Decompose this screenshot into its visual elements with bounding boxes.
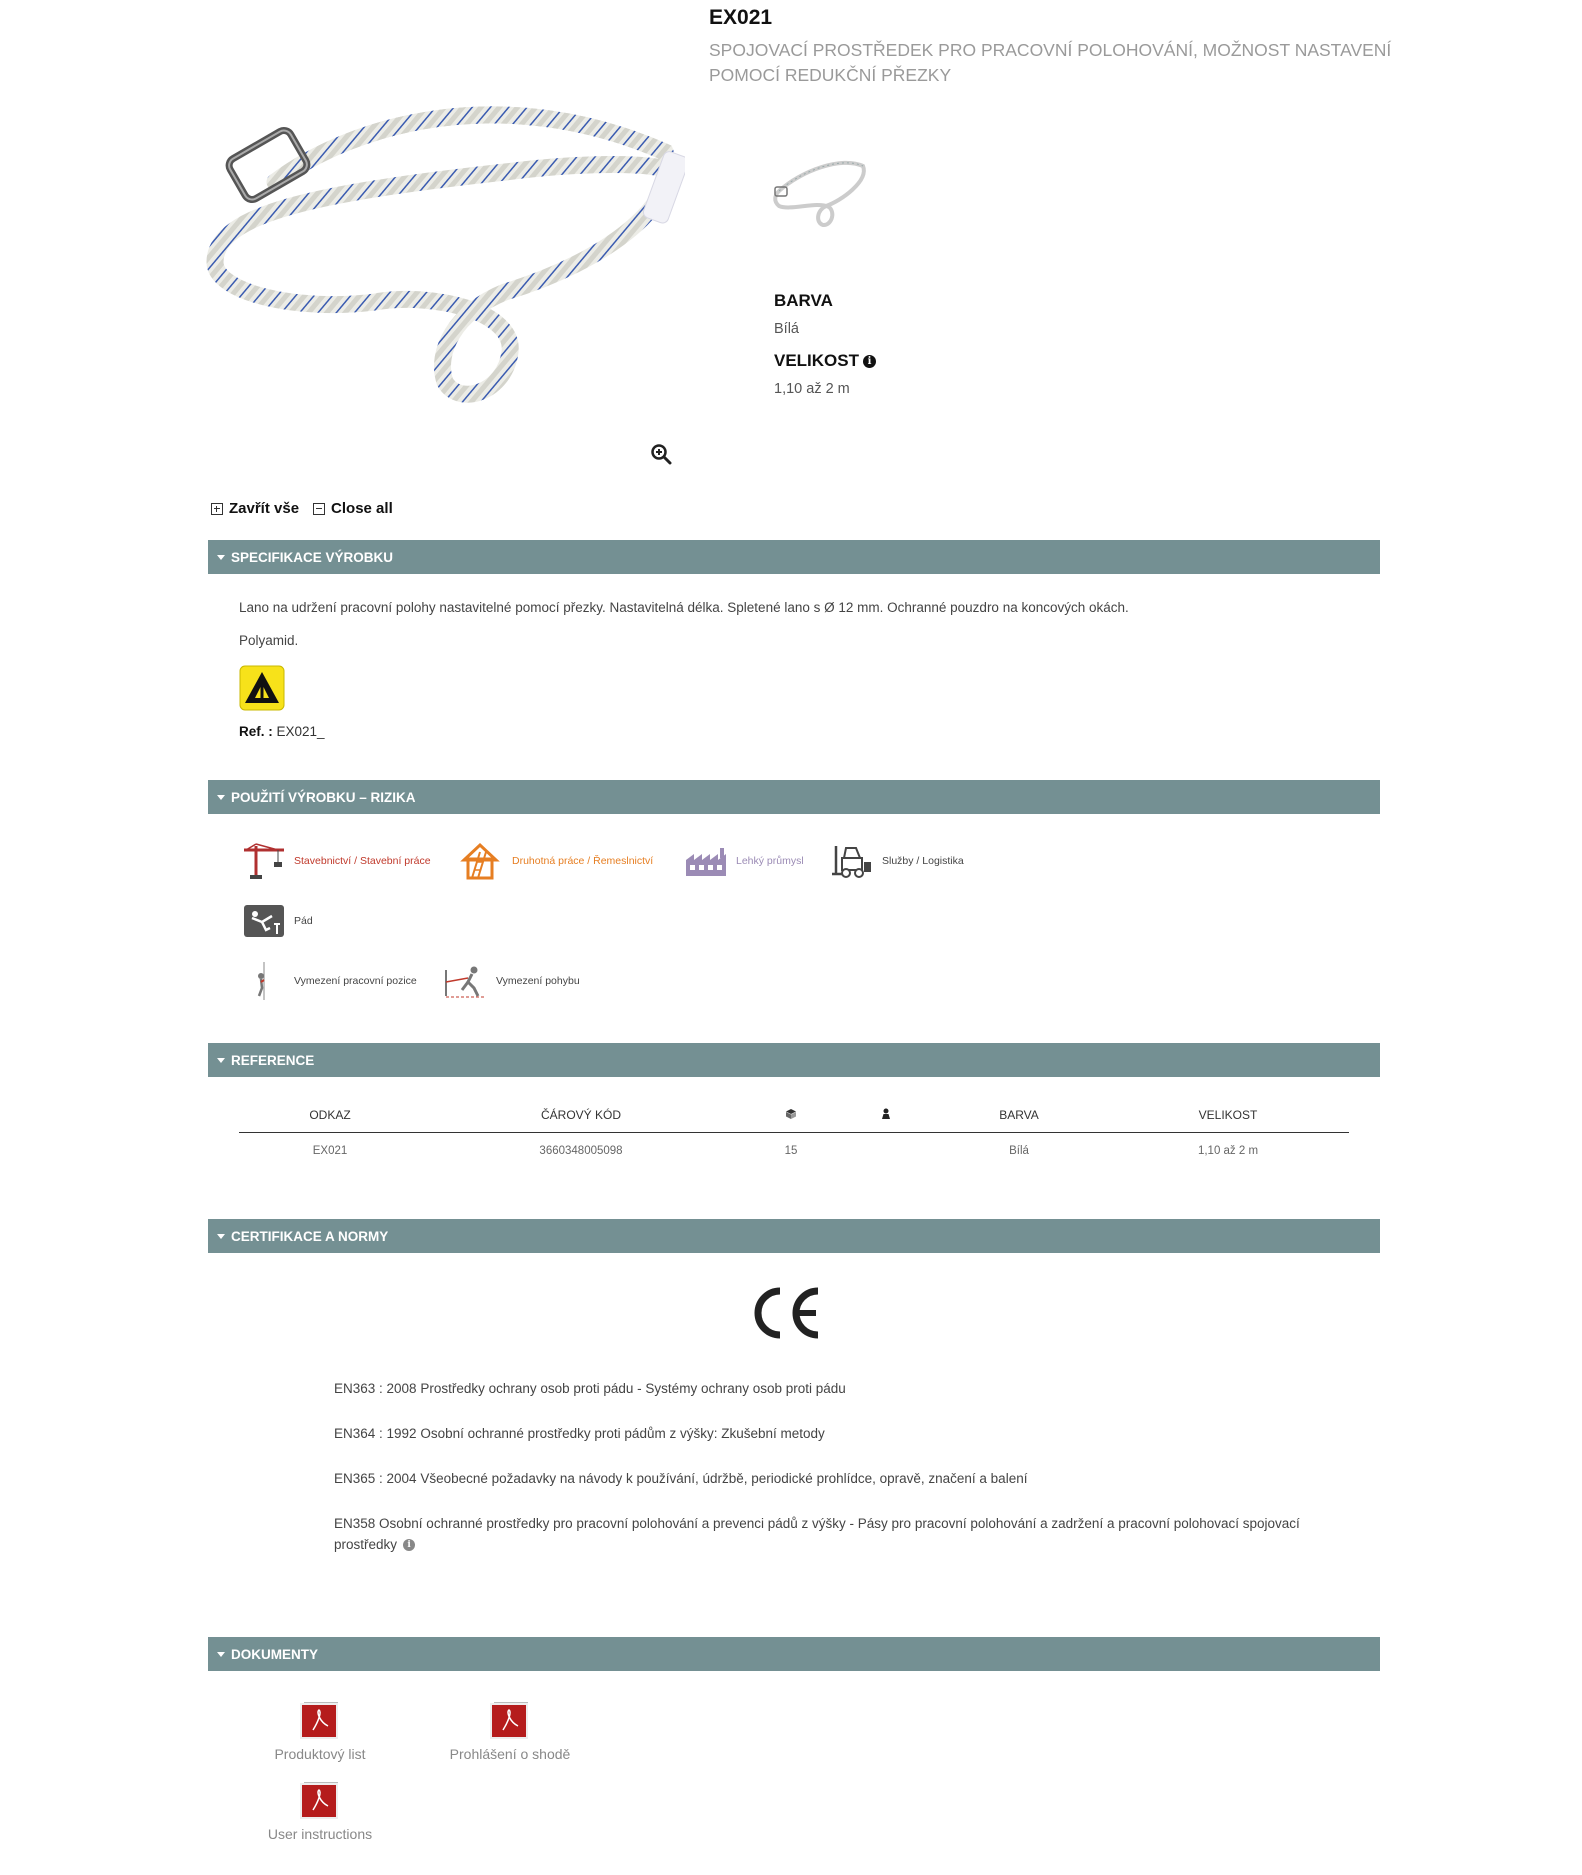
caret-down-icon [217,1234,225,1239]
usage-item-construction[interactable] [242,842,431,880]
caret-down-icon [217,1058,225,1063]
usage-item-logistics[interactable] [830,842,964,880]
doc-label: Prohlášení o shodě [449,1746,571,1762]
doc-product-sheet[interactable] [245,1700,395,1762]
usage-item-light-industry[interactable] [684,842,804,880]
color-value: Bílá [774,321,799,337]
section-header-docs[interactable] [208,1637,1380,1671]
usage-label: Druhotná práce / Řemeslnictví [512,855,654,867]
reference-table [239,1098,1349,1169]
section-header-reference[interactable] [208,1043,1380,1077]
toggle-row [211,500,399,517]
section-header-certs[interactable] [208,1219,1380,1253]
ref-value: EX021_ [276,724,325,739]
column-header-box [741,1108,841,1123]
risk-label: Pád [294,915,313,927]
product-code: EX021 [709,6,773,29]
function-label: Vymezení pohybu [496,975,580,987]
cell-barcode: 3660348005098 [539,1145,623,1157]
size-value: 1,10 až 2 m [774,381,850,397]
info-icon[interactable]: i [863,355,876,368]
column-header: ČÁROVÝ KÓD [540,1108,621,1122]
caret-down-icon [217,1652,225,1657]
color-label: BARVA [774,291,833,310]
usage-label: Služby / Logistika [882,855,964,867]
box-icon [785,1108,797,1120]
function-label: Vymezení pracovní pozice [294,975,417,987]
column-header: BARVA [999,1108,1039,1122]
function-item-restraint[interactable] [444,962,580,1000]
doc-label: User instructions [267,1826,373,1842]
person-icon [881,1108,891,1120]
caret-down-icon [217,555,225,560]
size-label: VELIKOST [774,351,860,370]
expand-all-label: Zavřít vše [229,500,300,517]
info-icon[interactable]: i [403,1539,415,1551]
section-title: REFERENCE [231,1052,315,1068]
table-header [239,1098,1349,1133]
table-row[interactable] [239,1133,1349,1169]
ref-label: Ref. : [239,724,273,739]
collapse-all-toggle[interactable] [313,500,393,517]
minus-square-icon [313,503,325,515]
caret-down-icon [217,795,225,800]
spec-material: Polyamid. [239,633,299,648]
product-main-image[interactable] [205,62,685,422]
column-header-person [841,1108,931,1123]
cell-reference: EX021 [312,1145,348,1157]
section-title: CERTIFIKACE A NORMY [231,1228,389,1244]
section-title: DOKUMENTY [231,1646,318,1662]
cell-color: Bílá [1009,1145,1029,1157]
norm-text: EN358 Osobní ochranné prostředky pro pracovní polohování a prevenci pádů z výšky - Pásy pro pracovní polohování a zadržení a pracovní polohovací spojovací prostředky [334,1516,1300,1552]
pdf-icon [488,1700,532,1740]
expand-all-toggle[interactable] [211,500,299,517]
size-label-row [774,351,876,371]
spec-description: Lano na udržení pracovní polohy nastavitelné pomocí přezky. Nastavitelná délka. Spletené lano s Ø 12 mm. Ochranné pouzdro na koncových okách. [239,600,1129,615]
restraint-icon [444,962,488,1000]
factory-icon [684,842,728,880]
doc-declaration[interactable] [435,1700,585,1762]
ce-mark-icon [748,1285,824,1341]
forklift-icon [830,842,874,880]
section-header-spec[interactable] [208,540,1380,574]
norm-item: EN363 : 2008 Prostředky ochrany osob proti pádu - Systémy ochrany osob proti pádu [334,1381,846,1396]
pdf-icon [298,1700,342,1740]
section-title: POUŽITÍ VÝROBKU – RIZIKA [231,789,416,805]
doc-user-instructions[interactable] [245,1780,395,1842]
pdf-icon [298,1780,342,1820]
brand-logo-icon [239,665,285,711]
risk-item-fall[interactable] [242,902,313,940]
cell-quantity: 15 [784,1145,798,1157]
norm-item-with-info [334,1513,1344,1555]
spec-reference [239,724,325,739]
column-header: ODKAZ [309,1108,351,1122]
cell-size: 1,10 až 2 m [1197,1145,1259,1157]
section-title: SPECIFIKACE VÝROBKU [231,549,394,565]
work-position-icon [242,962,286,1000]
column-header: VELIKOST [1198,1108,1258,1122]
collapse-all-label: Close all [331,500,393,517]
crane-icon [242,842,286,880]
house-ladder-icon [460,842,504,880]
plus-square-icon [211,503,223,515]
norm-item: EN365 : 2004 Všeobecné požadavky na návody k používání, údržbě, periodické prohlídce, opravě, značení a balení [334,1471,1028,1486]
norm-item: EN364 : 1992 Osobní ochranné prostředky proti pádům z výšky: Zkušební metody [334,1426,825,1441]
fall-icon [242,902,286,940]
usage-label: Stavebnictví / Stavební práce [294,855,431,867]
usage-label: Lehký průmysl [736,855,804,867]
usage-item-crafts[interactable] [460,842,653,880]
zoom-icon[interactable] [650,443,672,465]
section-header-usage[interactable] [208,780,1380,814]
product-subtitle: SPOJOVACÍ PROSTŘEDEK PRO PRACOVNÍ POLOHOVÁNÍ, MOŽNOST NASTAVENÍ POMOCÍ REDUKČNÍ PŘEZKY [709,40,1392,85]
function-item-work-position[interactable] [242,962,417,1000]
doc-label: Produktový list [274,1746,366,1762]
product-thumbnail[interactable] [770,150,872,230]
